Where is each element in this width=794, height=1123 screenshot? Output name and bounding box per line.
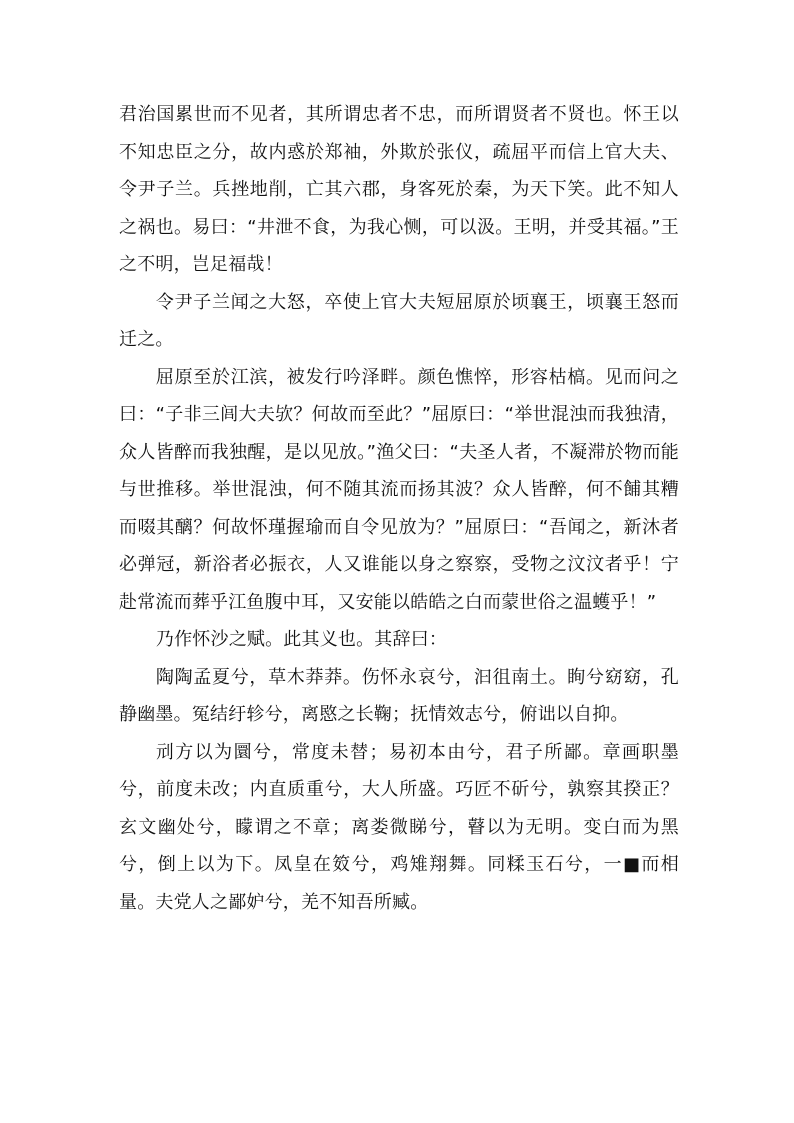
paragraph-1: 君治国累世而不见者，其所谓忠者不忠，而所谓贤者不贤也。怀王以不知忠臣之分，故内惑於郑袖，外欺於张仪，疏屈平而信上官大夫、令尹子兰。兵挫地削，亡其六郡，身客死於秦，为天下笑。此不知人之祸也。易曰：“井泄不食，为我心恻，可以汲。王明，并受其福。”王之不明，岂足福哉！: [119, 104, 679, 275]
paragraph-2: 令尹子兰闻之大怒，卒使上官大夫短屈原於顷襄王，顷襄王怒而迁之。: [119, 291, 679, 350]
paragraph-5: 陶陶孟夏兮，草木莽莽。伤怀永哀兮，汩徂南土。眴兮窈窈，孔静幽墨。冤结纡轸兮，离愍之长鞠；抚情效志兮，俯诎以自抑。: [119, 666, 679, 725]
document-page: [119, 96, 679, 921]
paragraph-4: 乃作怀沙之赋。此其义也。其辞曰：: [155, 629, 448, 650]
paragraph-3: 屈原至於江滨，被发行吟泽畔。颜色憔悴，形容枯槁。见而问之曰：“子非三闾大夫欤？何故而至此？”屈原曰：“举世混浊而我独清，众人皆醉而我独醒，是以见放。”渔父曰：“夫圣人者，不凝滞於物而能与世推移。举世混浊，何不随其流而扬其波？众人皆醉，何不餔其糟而啜其醨？何故怀瑾握瑜而自令见放为？”屈原曰：“吾闻之，新沐者必弹冠，新浴者必振衣，人又谁能以身之察察，受物之汶汶者乎！宁赴常流而葬乎江鱼腹中耳，又安能以皓皓之白而蒙世俗之温蠖乎！”: [119, 366, 679, 613]
paragraph-6: 刓方以为圜兮，常度未替；易初本由兮，君子所鄙。章画职墨兮，前度未改；内直质重兮，大人所盛。巧匠不斫兮，孰察其揆正？玄文幽处兮，矇谓之不章；离娄微睇兮，瞽以为无明。变白而为黑兮，倒上以为下。凤皇在笯兮，鸡雉翔舞。同糅玉石兮，一■而相量。夫党人之鄙妒兮，羌不知吾所臧。: [119, 741, 679, 913]
